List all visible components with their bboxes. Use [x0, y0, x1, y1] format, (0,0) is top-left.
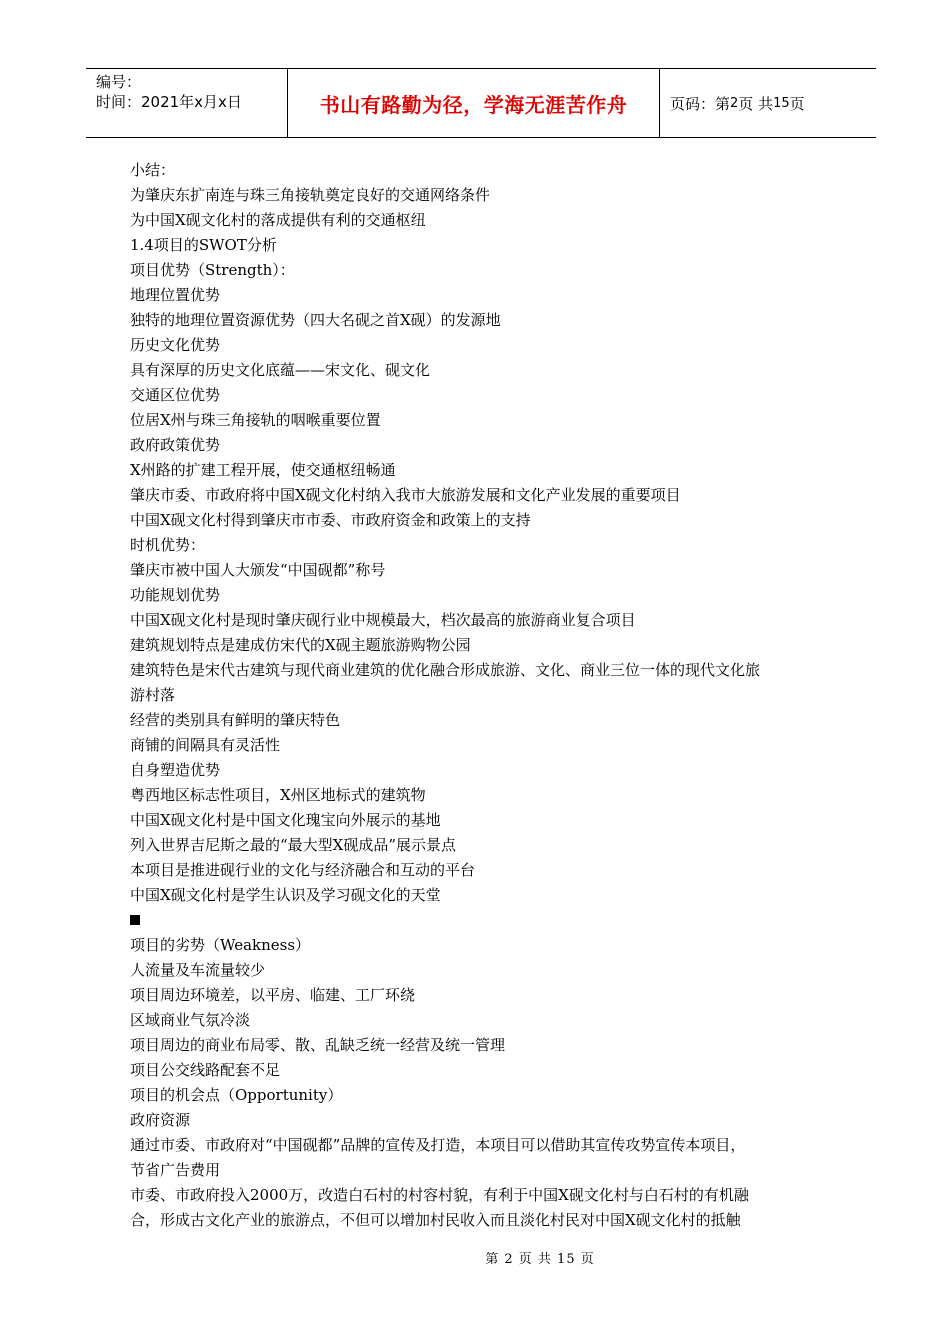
body-line: 交通区位优势 — [130, 386, 221, 404]
black-square-bullet-icon — [130, 915, 140, 925]
body-line: 为中国X砚文化村的落成提供有利的交通枢纽 — [130, 211, 426, 229]
body-line: 中国X砚文化村是中国文化瑰宝向外展示的基地 — [130, 811, 441, 829]
motto-text: 书山有路勤为径，学海无涯苦作舟 — [319, 92, 628, 117]
document-time-label: 时间：2021年x月x日 — [96, 93, 242, 111]
footer-page-number: 第 2 页 共 15 页 — [485, 1252, 595, 1267]
body-line: 建筑特色是宋代古建筑与现代商业建筑的优化融合形成旅游、文化、商业三位一体的现代文化旅 — [130, 661, 761, 679]
body-line: 政府政策优势 — [130, 436, 221, 454]
page-prefix: 页码：第 — [670, 94, 731, 113]
body-line: 小结： — [130, 161, 176, 179]
body-line: 自身塑造优势 — [130, 761, 221, 779]
page-current: 2 — [730, 95, 739, 111]
body-line: 为肇庆东扩南连与珠三角接轨奠定良好的交通网络条件 — [130, 186, 491, 204]
body-line: 市委、市政府投入2000万，改造白石村的村容村貌，有利于中国X砚文化村与白石村的有机融 — [130, 1186, 749, 1204]
body-line: 独特的地理位置资源优势（四大名砚之首X砚）的发源地 — [130, 311, 501, 329]
body-line: 项目周边的商业布局零、散、乱缺乏统一经营及统一管理 — [130, 1036, 506, 1054]
body-line: 时机优势： — [130, 536, 206, 554]
body-line: 列入世界吉尼斯之最的“最大型X砚成品”展示景点 — [130, 836, 457, 854]
page-footer — [0, 1248, 950, 1267]
body-line: 地理位置优势 — [130, 286, 221, 304]
body-line: 粤西地区标志性项目，X州区地标式的建筑物 — [130, 786, 426, 804]
body-line: 位居X州与珠三角接轨的咽喉重要位置 — [130, 411, 381, 429]
body-line: 商铺的间隔具有灵活性 — [130, 736, 281, 754]
body-line: 经营的类别具有鲜明的肇庆特色 — [130, 711, 341, 729]
body-line: 项目的机会点（Opportunity） — [130, 1086, 343, 1104]
page-header — [86, 68, 876, 138]
body-line: 项目的劣势（Weakness） — [130, 936, 311, 954]
body-line: 节省广告费用 — [130, 1161, 221, 1179]
body-line: 肇庆市委、市政府将中国X砚文化村纳入我市大旅游发展和文化产业发展的重要项目 — [130, 486, 681, 504]
bullet-line — [130, 908, 842, 933]
body-line: 人流量及车流量较少 — [130, 961, 266, 979]
body-line: 建筑规划特点是建成仿宋代的X砚主题旅游购物公园 — [130, 636, 471, 654]
body-line: 合，形成古文化产业的旅游点，不但可以增加村民收入而且淡化村民对中国X砚文化村的抵触 — [130, 1211, 741, 1229]
body-line: 功能规划优势 — [130, 586, 221, 604]
document-number-label: 编号： — [96, 73, 142, 91]
section-heading: 1.4项目的SWOT分析 — [130, 236, 277, 254]
document-body — [130, 158, 842, 1233]
header-meta — [86, 69, 288, 137]
page-suffix: 页 — [789, 94, 805, 113]
body-line: 中国X砚文化村是学生认识及学习砚文化的天堂 — [130, 886, 441, 904]
body-line: X州路的扩建工程开展，使交通枢纽畅通 — [130, 461, 396, 479]
body-line: 政府资源 — [130, 1111, 191, 1129]
body-line: 肇庆市被中国人大颁发“中国砚都”称号 — [130, 561, 386, 579]
header-page-info — [660, 69, 876, 137]
body-line: 通过市委、市政府对“中国砚都”品牌的宣传及打造，本项目可以借助其宣传攻势宣传本项目， — [130, 1136, 746, 1154]
body-line: 历史文化优势 — [130, 336, 221, 354]
body-line: 本项目是推进砚行业的文化与经济融合和互动的平台 — [130, 861, 476, 879]
body-line: 具有深厚的历史文化底蕴——宋文化、砚文化 — [130, 361, 431, 379]
body-line: 区域商业气氛冷淡 — [130, 1011, 251, 1029]
page-total: 15 — [773, 95, 790, 111]
body-line: 项目优势（Strength）： — [130, 261, 295, 279]
body-line: 中国X砚文化村是现时肇庆砚行业中规模最大，档次最高的旅游商业复合项目 — [130, 611, 636, 629]
body-line: 项目公交线路配套不足 — [130, 1061, 281, 1079]
body-line: 中国X砚文化村得到肇庆市市委、市政府资金和政策上的支持 — [130, 511, 531, 529]
page-mid: 页 共 — [738, 94, 774, 113]
header-motto — [288, 69, 660, 137]
body-line: 游村落 — [130, 686, 176, 704]
body-line: 项目周边环境差，以平房、临建、工厂环绕 — [130, 986, 416, 1004]
